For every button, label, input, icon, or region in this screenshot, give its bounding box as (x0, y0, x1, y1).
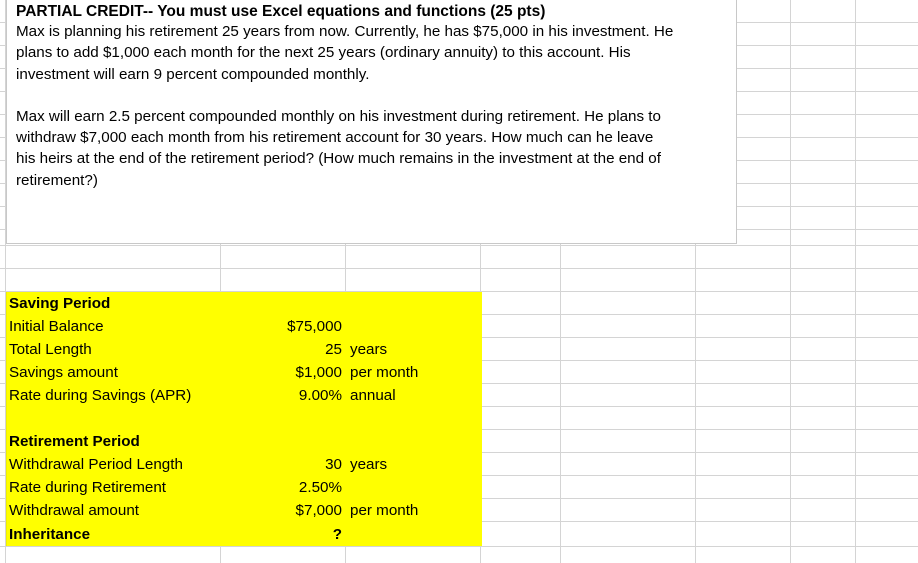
row-label: Rate during Retirement (9, 479, 167, 496)
row-value: $7,000 (295, 502, 342, 519)
row-unit: per month (350, 502, 419, 519)
row-label: Initial Balance (9, 318, 104, 335)
inheritance-value: ? (332, 526, 342, 543)
row-unit: years (350, 341, 388, 358)
table-row[interactable] (6, 476, 482, 499)
table-row[interactable] (6, 384, 482, 407)
row-unit: annual (350, 387, 396, 404)
input-data-block (6, 292, 482, 546)
problem-line: Max will earn 2.5 percent compounded monthly on his investment during retirement. He plans to (16, 107, 661, 125)
problem-heading: PARTIAL CREDIT-- You must use Excel equations and functions (25 pts) (16, 3, 546, 20)
problem-line: investment will earn 9 percent compounded monthly. (16, 65, 370, 83)
table-row[interactable] (6, 453, 482, 476)
saving-period-header-cell[interactable] (6, 292, 482, 315)
row-label: Withdrawal amount (9, 502, 139, 519)
row-label: Total Length (9, 341, 92, 358)
retirement-period-title: Retirement Period (9, 433, 140, 450)
table-row[interactable] (6, 315, 482, 338)
table-row[interactable] (6, 338, 482, 361)
row-unit: years (350, 456, 388, 473)
inheritance-row[interactable] (6, 523, 482, 546)
inheritance-label: Inheritance (9, 526, 91, 543)
problem-line: retirement?) (16, 171, 98, 189)
retirement-period-header-cell[interactable] (6, 430, 482, 453)
row-value: 2.50% (298, 479, 342, 496)
row-value: $75,000 (287, 318, 342, 335)
problem-text-box[interactable] (6, 0, 737, 244)
row-label: Withdrawal Period Length (9, 456, 183, 473)
row-value: 9.00% (298, 387, 342, 404)
problem-line: his heirs at the end of the retirement period? (How much remains in the investment at the end of (16, 150, 661, 168)
row-value: $1,000 (295, 364, 342, 381)
row-value: 30 (325, 456, 342, 473)
table-row[interactable] (6, 499, 482, 522)
problem-line: withdraw $7,000 each month from his retirement account for 30 years. How much can he leave (16, 129, 654, 147)
table-row[interactable] (6, 361, 482, 384)
saving-period-title: Saving Period (9, 295, 111, 312)
row-value: 25 (325, 341, 342, 358)
problem-line: plans to add $1,000 each month for the next 25 years (ordinary annuity) to this account. His (16, 44, 631, 62)
row-unit: per month (350, 364, 419, 381)
problem-line: Max is planning his retirement 25 years from now. Currently, he has $75,000 in his investment. He (16, 23, 674, 40)
row-label: Savings amount (9, 364, 118, 381)
row-label: Rate during Savings (APR) (9, 387, 192, 404)
